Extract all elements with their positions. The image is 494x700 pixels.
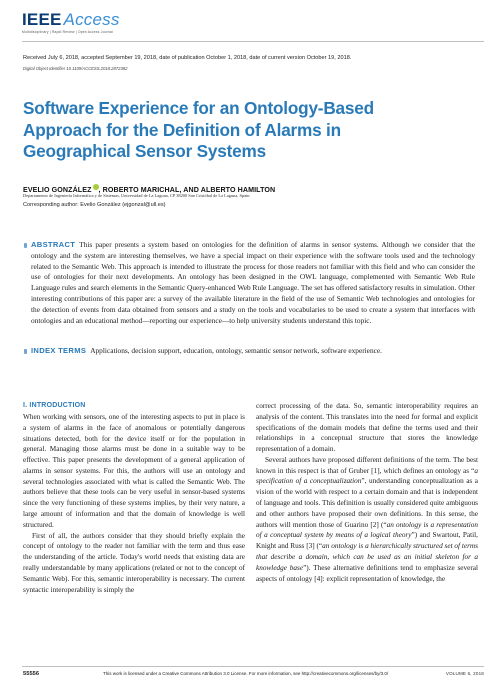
abstract-text: This paper presents a system based on ontologies for the definition of alarms in sensor systems. Although we consider that the ontology and the system are interesting themselves, we have a special impact on their experience with the software tools used and the technology related to the Semantic Web. This approach is intended to illustrate the process for those readers not familiar with this field and who can consider the use of ontologies for their next developments. An ontology has been designed in the OWL language, complemented with Semantic Web Rule Language rules and search elements in the Semantic Query-enhanced Web Rule Language. The set has offered satisfactory results in simulation. Other interesting contributions of this paper are: a survey of the available literature in the field of the use of Semantic Web technologies and ontologies for the detection of events from data obtained from sensors and a study on the tools and vocabularies to be used to create a system that interfaces with ontologies and an educational method—reporting our experience—to help university students understand this topic.: [31, 240, 475, 325]
swartout-definition: an ontology is a hierarchically structured set of terms that describe a domain, which can be used as an initial skeleton for a knowledge base: [256, 542, 478, 572]
definitions-text-3: ”) and Swartout, Patil, Knight and Russ [3] (“: [256, 531, 478, 551]
section-heading-introduction: I. INTRODUCTION: [23, 402, 86, 409]
license-notice[interactable]: This work is licensed under a Creative Commons Attribution 3.0 License. For more information, see http://creativecommons.org/licenses/by/3.0/: [103, 671, 389, 676]
first-author: EVELIO GONZÁLEZ: [23, 186, 92, 194]
logo-access: Access: [63, 10, 120, 29]
abstract-marker-icon: [24, 243, 27, 248]
definitions-text-2: ”, understanding conceptualization as a vision of the world with respect to a certain domain and that is independent of language and tools. This definition is usually considered quite ambiguous and other authors have proposed their own definitions. In this sense, the authors will mention those of Guarino [2] (“: [256, 477, 478, 529]
index-terms-marker-icon: [24, 349, 27, 354]
doi-line: Digital Object Identifier 10.1109/ACCESS.2018.2872382: [23, 66, 128, 71]
definitions-text-4: ”). These alternative definitions tend to emphasize several aspects of ontology [4]: explicit representation of knowledge, the: [256, 563, 478, 583]
page-number: 55556: [23, 671, 40, 677]
affiliation: Departamento de Ingeniería Informática y de Sistemas, Universidad de La Laguna, CP 38200 San Cristóbal de La Laguna, Spain: [23, 193, 250, 198]
intro-paragraph-2: First of all, the authors consider that they should briefly explain the concept of ontology to the reader not familiar with the term and thus ease the understanding of the article. Today's world needs that existing data are really understandable by many applications (related or not to the concept of Semantic Web). For this, semantic interoperability is necessary. The current syntactic interoperability is simply the: [23, 531, 245, 594]
guarino-definition: an ontology is a representation of a conceptual system by means of a logical theory: [256, 520, 478, 540]
index-terms-text: Applications, decision support, education, ontology, semantic sensor network, software experience.: [90, 346, 382, 355]
header-divider: [22, 41, 484, 42]
definitions-text-1: Several authors have proposed different definitions of the term. The best known in this respect is that of Gruber [1], which defines an ontology as “: [256, 455, 478, 475]
paper-title: Software Experience for an Ontology-Based Approach for the Definition of Alarms in Geographical Sensor Systems: [23, 98, 374, 161]
abstract-heading: ABSTRACT: [31, 240, 76, 249]
left-column: [23, 412, 245, 595]
corresponding-author: Corresponding author: Evelio González (ejgonzal@ull.es): [23, 202, 166, 208]
other-authors: , ROBERTO MARICHAL, AND ALBERTO HAMILTON: [98, 186, 276, 194]
journal-logo: [22, 11, 120, 29]
logo-ieee: IEEE: [22, 10, 62, 29]
abstract-block: [31, 240, 475, 326]
intro-paragraph-1: When working with sensors, one of the interesting aspects to put in place is a system of alarms in the face of anomalous or potentially dangerous situations detected, both for the device itself or for the population in general. Managing those alarms must be done in a suitable way to be effective. This paper presents the development of a general application of alarms in sensor systems. For this, the authors will use an ontology and several technologies associated with what is called the Semantic Web. The authors believe that these tools can be very useful in sensor-based systems since the very functioning of these systems implies, by their very nature, a large amount of information and that the domain of knowledge is well structured.: [23, 413, 245, 529]
logo-tagline: Multidisciplinary | Rapid Review | Open Access Journal: [22, 30, 113, 34]
index-terms-block: [31, 346, 475, 357]
index-terms-heading: INDEX TERMS: [31, 346, 87, 355]
gruber-definition: a specification of a conceptualization: [256, 466, 478, 486]
volume-label: VOLUME 6, 2018: [445, 671, 484, 676]
footer-divider: [22, 666, 484, 667]
received-dates: Received July 6, 2018, accepted September 19, 2018, date of publication October 1, 2018, date of current version October 19, 2018.: [23, 55, 352, 61]
intro-paragraph-3: correct processing of the data. So, semantic interoperability requires an analysis of the content. This translates into the need for formal and explicit specifications of the domain models that define the terms used and their relationships in a conceptual structure that stores the knowledge representation of a domain.: [256, 402, 478, 454]
intro-paragraph-4: [256, 455, 478, 584]
right-column: [256, 401, 478, 584]
